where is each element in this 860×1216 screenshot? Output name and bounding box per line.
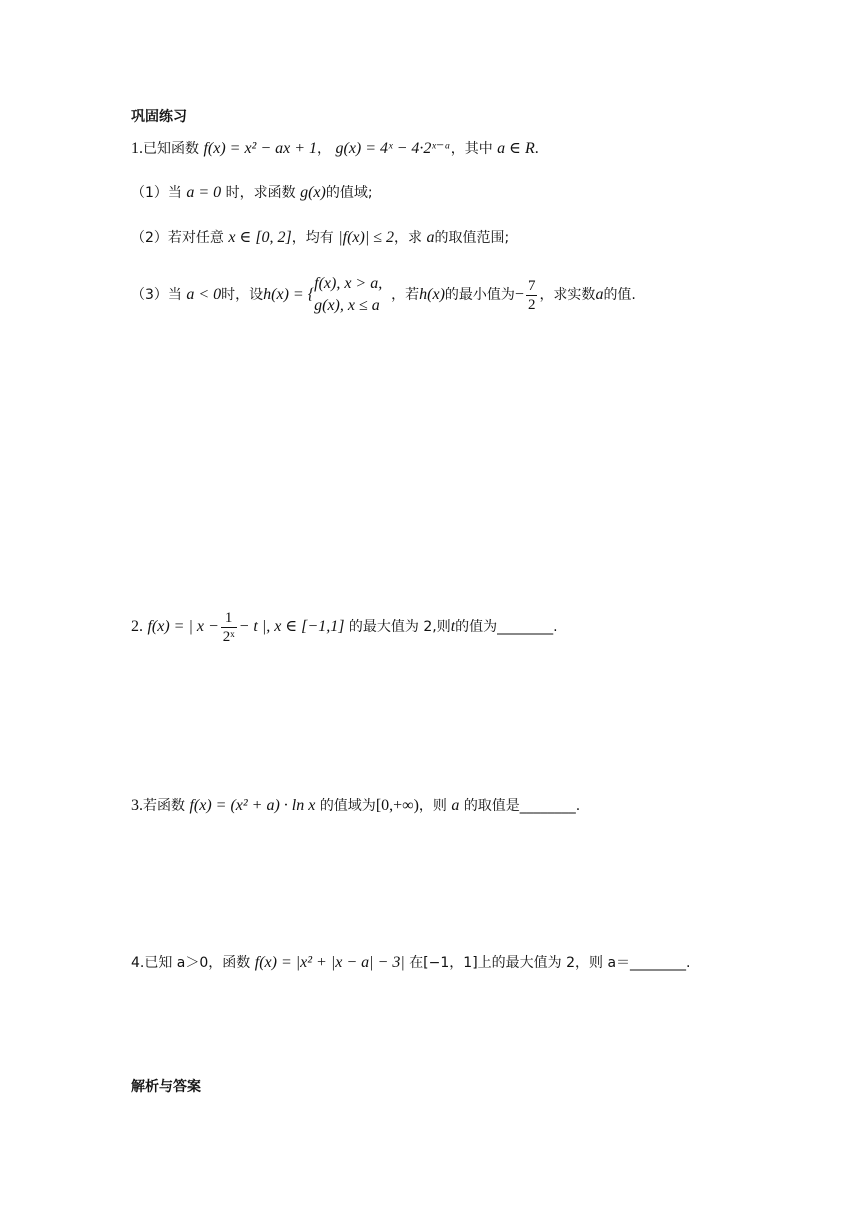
part-1-text: 时，求函数 [225, 185, 296, 201]
fraction-numerator: 1 [221, 609, 237, 628]
question-4-lead: 4.已知 a＞0，函数 [131, 955, 251, 971]
part-3-text-3: 的最小值为 [444, 287, 515, 303]
question-3-function: f(x) = (x² + a) · ln x [189, 797, 316, 814]
part-2-text-2: ，求 [394, 230, 423, 246]
part-3-text-4: ，求实数 [539, 287, 596, 303]
part-2-condition: x ∈ [0, 2] [228, 229, 292, 246]
part-2-variable: a [426, 229, 435, 246]
piecewise-lhs: h(x) = { [263, 286, 315, 303]
question-1-part-1 [131, 183, 373, 203]
part-1-end: 的值域; [325, 185, 373, 201]
part-1-label: （1）当 [131, 185, 182, 201]
fraction-seven-halves [526, 277, 538, 314]
part-2-end: 的取值范围; [434, 230, 510, 246]
question-3-lead: 若函数 [143, 798, 185, 814]
question-3-blank-text: 的取值是________. [463, 798, 581, 814]
question-4 [131, 953, 691, 973]
question-3-text-2: ，则 [418, 798, 447, 814]
part-3-text: 时，设 [221, 287, 264, 303]
question-2-fraction [221, 609, 237, 646]
question-2-function-lhs: f(x) = | x − [147, 618, 219, 635]
part-3-condition: a < 0 [186, 286, 222, 303]
fraction-denominator: 2 [527, 296, 536, 313]
piecewise-case-2: g(x), x ≤ a [314, 297, 380, 314]
part-3-function: h(x) [419, 286, 445, 303]
part-2-text: ，均有 [291, 230, 334, 246]
question-1-domain: a ∈ R [497, 140, 535, 157]
question-2 [131, 603, 558, 651]
question-3 [131, 796, 580, 816]
question-1-g-definition: g(x) = 4ˣ − 4·2ˣ⁻ᵃ [335, 140, 451, 157]
minus-sign: − [514, 286, 524, 303]
question-3-text: 的值域为 [319, 798, 376, 814]
part-3-variable: a [595, 286, 604, 303]
fraction-numerator: 7 [527, 277, 536, 294]
question-2-variable: t [450, 618, 456, 635]
piecewise-case-1: f(x), x > a, [314, 275, 383, 292]
piecewise-cases [314, 273, 382, 317]
fraction-denominator: 2ˣ [222, 628, 235, 645]
question-1-number: 1. [131, 140, 143, 157]
question-1-part-3 [131, 270, 636, 320]
question-1-end: . [534, 140, 539, 157]
question-3-variable: a [451, 797, 460, 814]
part-1-condition: a = 0 [186, 184, 222, 201]
part-3-end: 的值. [603, 287, 636, 303]
question-4-function: f(x) = |x² + |x − a| − 3| [254, 954, 405, 971]
question-2-blank-text: 的值为________. [455, 619, 558, 635]
answer-section-title: 解析与答案 [131, 1079, 201, 1095]
question-1-f-definition: f(x) = x² − ax + 1 [203, 140, 318, 157]
part-3-text-2: ，若 [391, 287, 420, 303]
question-1-qualifier: ，其中 [450, 141, 493, 157]
question-4-blank-text: 在[−1，1]上的最大值为 2，则 a＝________. [409, 955, 691, 971]
part-2-inequality: |f(x)| ≤ 2 [338, 229, 395, 246]
part-2-label: （2）若对任意 [131, 230, 224, 246]
question-1-separator: ， [317, 141, 332, 157]
question-1-stem [131, 139, 539, 159]
question-2-text: 的最大值为 2,则 [348, 619, 451, 635]
part-3-label: （3）当 [131, 287, 182, 303]
question-1-part-2 [131, 228, 509, 248]
section-title: 巩固练习 [131, 109, 187, 125]
question-3-number: 3. [131, 797, 143, 814]
question-3-range: [0,+∞) [375, 797, 419, 814]
question-1-lead: 已知函数 [143, 141, 199, 157]
part-1-function: g(x) [300, 184, 326, 201]
question-2-function-rhs: − t |, x ∈ [−1,1] [238, 618, 345, 635]
question-2-number: 2. [131, 618, 143, 635]
